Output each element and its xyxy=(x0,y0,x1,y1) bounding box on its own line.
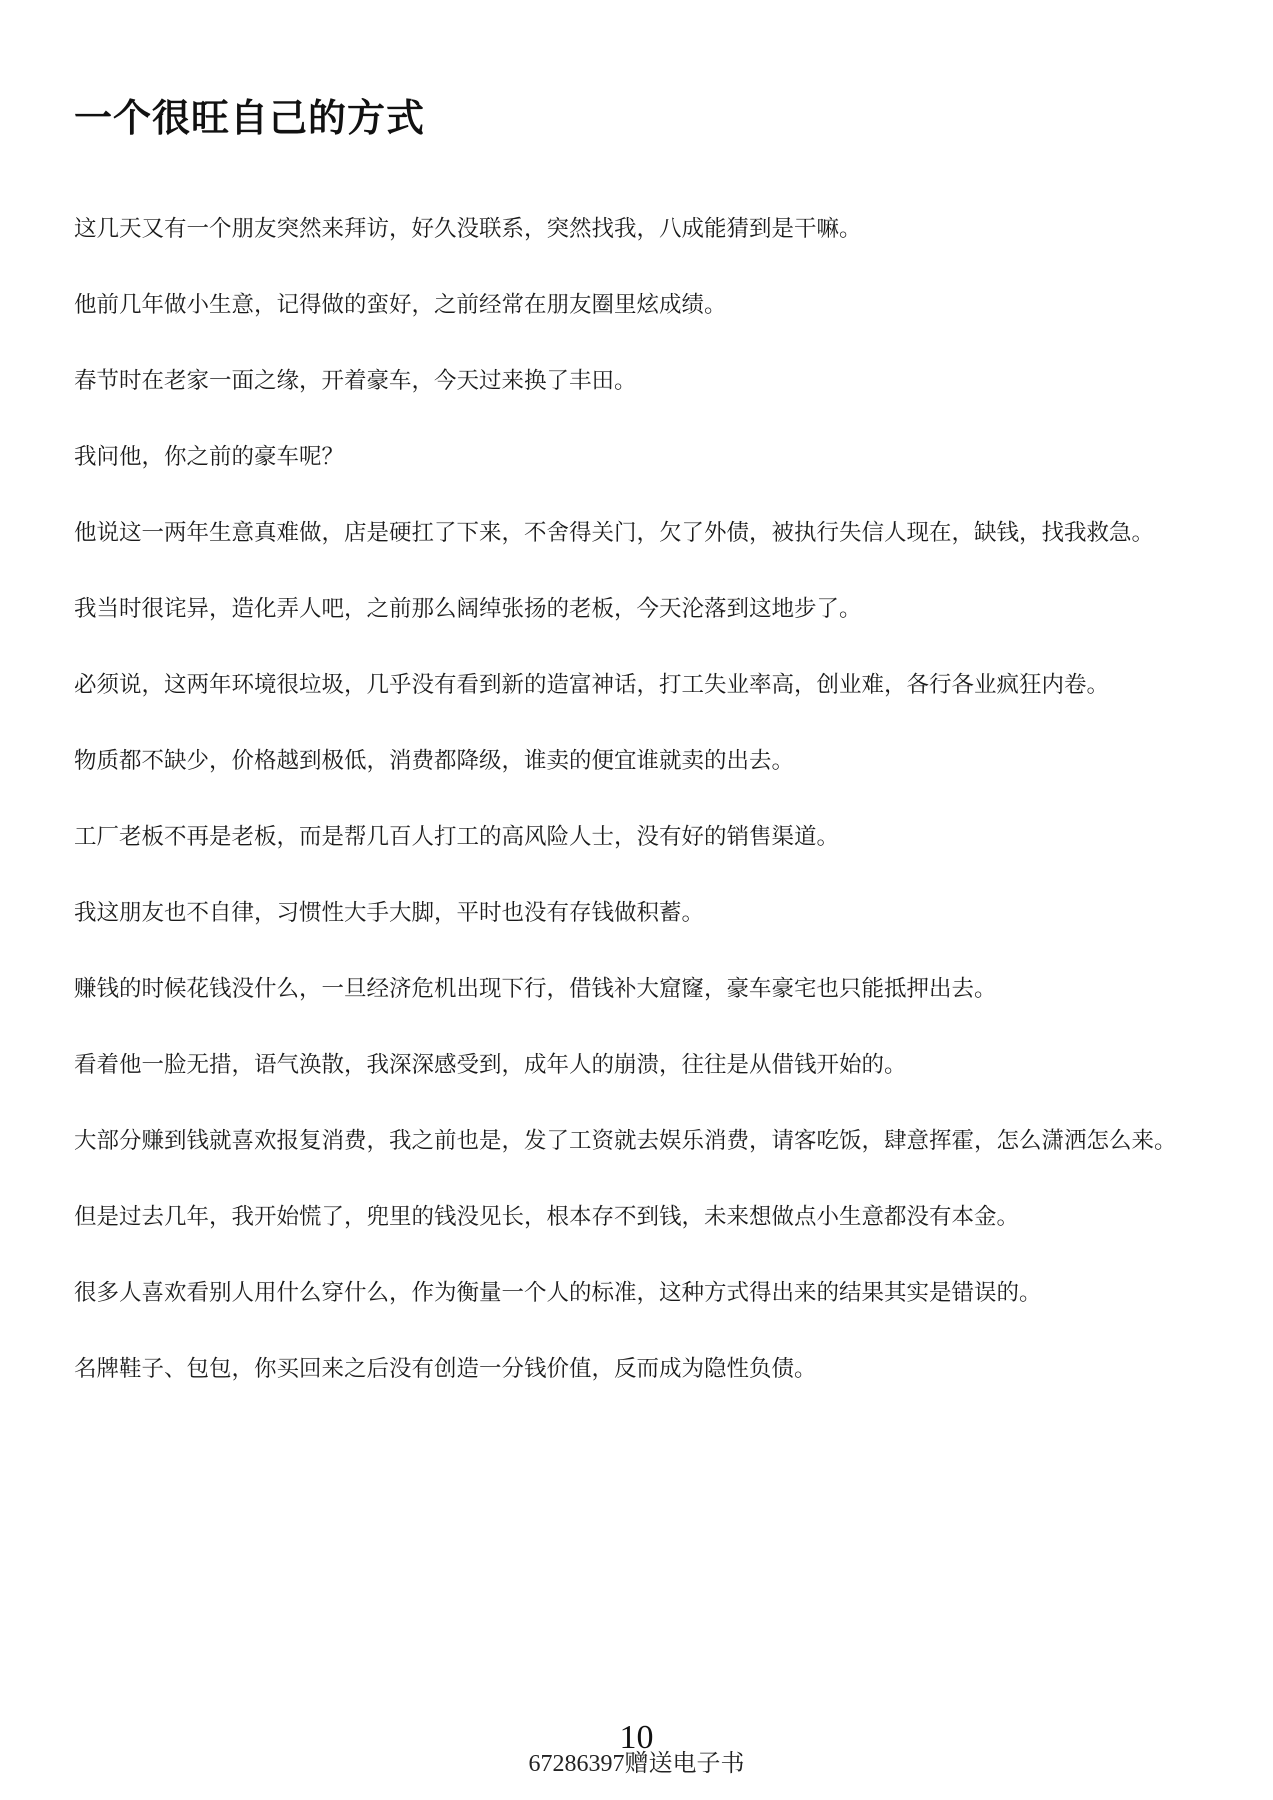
paragraph: 他前几年做小生意，记得做的蛮好，之前经常在朋友圈里炫成绩。 xyxy=(74,292,727,318)
paragraph: 这几天又有一个朋友突然来拜访，好久没联系，突然找我，八成能猜到是干嘛。 xyxy=(74,216,862,242)
paragraph: 我这朋友也不自律，习惯性大手大脚，平时也没有存钱做积蓄。 xyxy=(74,900,705,926)
paragraph: 但是过去几年，我开始慌了，兜里的钱没见长，根本存不到钱，未来想做点小生意都没有本金。 xyxy=(74,1204,1020,1230)
paragraph: 赚钱的时候花钱没什么，一旦经济危机出现下行，借钱补大窟窿，豪车豪宅也只能抵押出去。 xyxy=(74,976,997,1002)
page-title: 一个很旺自己的方式 xyxy=(74,96,426,140)
paragraph: 名牌鞋子、包包，你买回来之后没有创造一分钱价值，反而成为隐性负债。 xyxy=(74,1356,817,1382)
paragraph: 工厂老板不再是老板，而是帮几百人打工的高风险人士，没有好的销售渠道。 xyxy=(74,824,840,850)
article-body xyxy=(74,210,1204,1426)
paragraph: 春节时在老家一面之缘，开着豪车，今天过来换了丰田。 xyxy=(74,368,637,394)
paragraph: 很多人喜欢看别人用什么穿什么，作为衡量一个人的标准，这种方式得出来的结果其实是错误的。 xyxy=(74,1280,1042,1306)
paragraph: 我当时很诧异，造化弄人吧，之前那么阔绰张扬的老板，今天沦落到这地步了。 xyxy=(74,596,862,622)
paragraph: 大部分赚到钱就喜欢报复消费，我之前也是，发了工资就去娱乐消费，请客吃饭，肆意挥霍，怎么潇洒怎么来。 xyxy=(74,1128,1177,1154)
paragraph: 物质都不缺少，价格越到极低，消费都降级，谁卖的便宜谁就卖的出去。 xyxy=(74,748,795,774)
paragraph: 他说这一两年生意真难做，店是硬扛了下来，不舍得关门，欠了外债，被执行失信人现在，缺钱，找我救急。 xyxy=(74,520,1155,546)
page-number: 10 xyxy=(619,1719,654,1756)
paragraph: 我问他，你之前的豪车呢？ xyxy=(74,444,345,470)
paragraph: 必须说，这两年环境很垃圾，几乎没有看到新的造富神话，打工失业率高，创业难，各行各业疯狂内卷。 xyxy=(74,672,1110,698)
watermark-text: 67286397赠送电子书 xyxy=(528,1751,745,1777)
paragraph: 看着他一脸无措，语气涣散，我深深感受到，成年人的崩溃，往往是从借钱开始的。 xyxy=(74,1052,907,1078)
